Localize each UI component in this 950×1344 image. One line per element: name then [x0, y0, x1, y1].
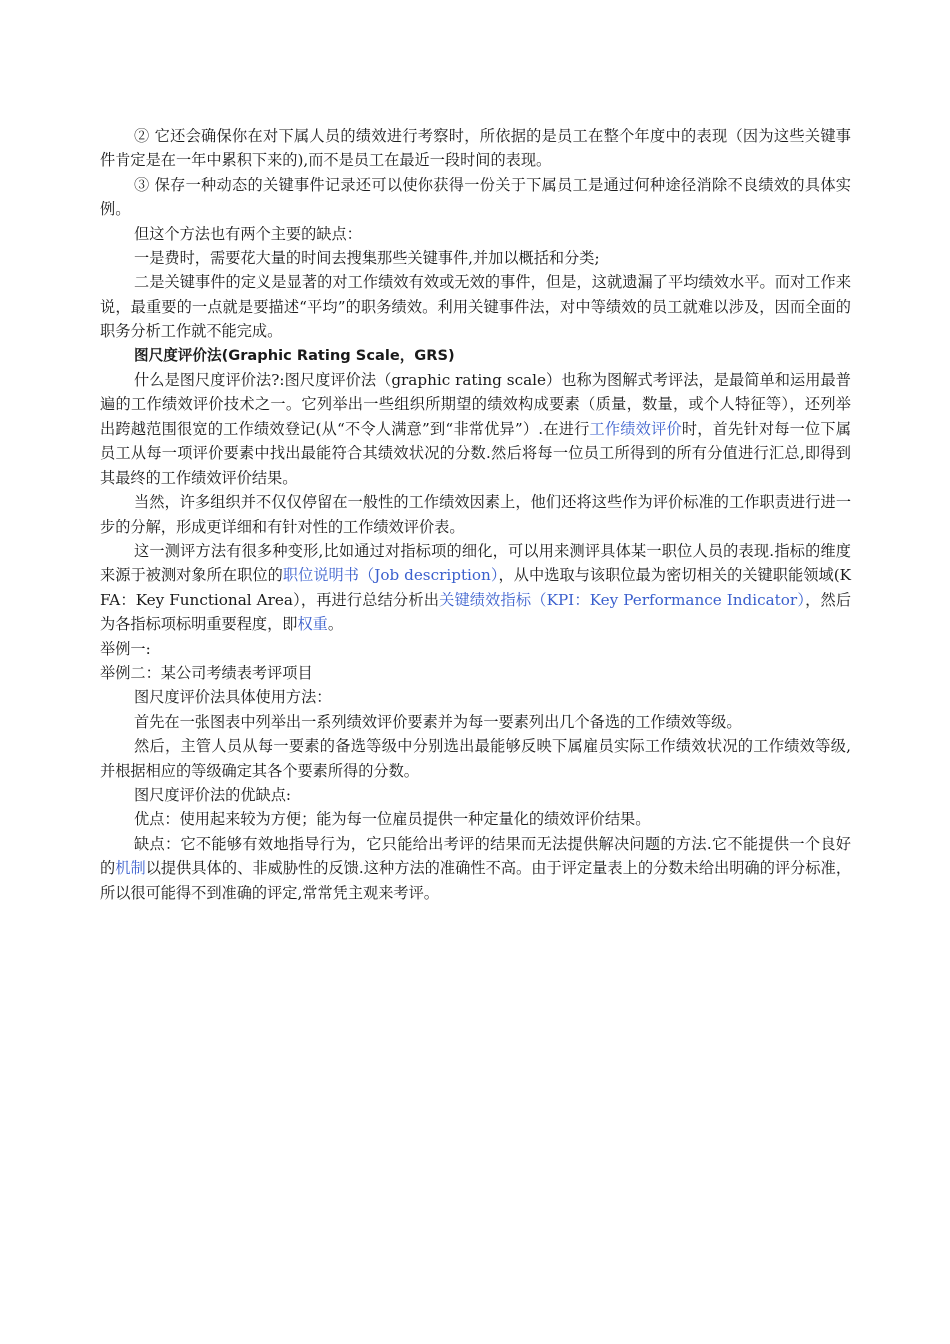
text-span: 。 — [327, 615, 343, 634]
paragraph-cons — [100, 832, 851, 905]
link-job-description[interactable]: 职位说明书（Job description） — [282, 566, 499, 585]
paragraph-grs-definition — [100, 368, 851, 490]
paragraph-usage-step-2: 然后，主管人员从每一要素的备选等级中分别选出最能够反映下属雇员实际工作绩效状况的工作绩效等级,并根据相应的等级确定其各个要素所得的分数。 — [100, 737, 851, 780]
paragraph-usage-title: 图尺度评价法具体使用方法： — [134, 688, 332, 707]
paragraph-pros: 优点：使用起来较为方便；能为每一位雇员提供一种定量化的绩效评价结果。 — [134, 810, 651, 829]
link-weight[interactable]: 权重 — [297, 615, 328, 634]
text-span: 以提供具体的、非威胁性的反馈.这种方法的准确性不高。由于评定量表上的分数未给出明确的评分标准，所以很可能得不到准确的评定,常常凭主观来考评。 — [100, 859, 852, 902]
paragraph-usage-step-1: 首先在一张图表中列举出一系列绩效评价要素并为每一要素列出几个备选的工作绩效等级。 — [134, 712, 742, 731]
text-span: 时，首先针对每一位下属员工从每一项评价要素中找出最能符合其绩效状况的分数.然后将每一位员工所得到的所有分值进行汇总,即得到其最终的工作绩效评价结果。 — [100, 419, 852, 487]
paragraph-disadvantage-2: 二是关键事件的定义是显著的对工作绩效有效或无效的事件，但是，这就遗漏了平均绩效水平。而对工作来说，最重要的一点就是要描述“平均”的职务绩效。利用关键事件法，对中等绩效的员工就难以涉及，因而全面的职务分析工作就不能完成。 — [100, 273, 851, 341]
text-span: ，然后为各指标项标明重要程度，即 — [100, 590, 852, 634]
link-performance-evaluation[interactable]: 工作绩效评价 — [589, 419, 682, 438]
paragraph-grs-variants — [100, 539, 851, 637]
link-kpi[interactable]: 关键绩效指标（KPI：Key Performance Indicator） — [439, 590, 806, 609]
paragraph-grs-detail: 当然，许多组织并不仅仅停留在一般性的工作绩效因素上，他们还将这些作为评价标准的工作职责进行进一步的分解，形成更详细和有针对性的工作绩效评价表。 — [100, 493, 851, 536]
example-2-label: 举例二：某公司考绩表考评项目 — [100, 663, 313, 682]
text-span: 缺点：它不能够有效地指导行为，它只能给出考评的结果而无法提供解决问题的方法.它不能提供一个良好的 — [100, 834, 851, 878]
paragraph-disadvantage-1: 一是费时，需要花大量的时间去搜集那些关键事件,并加以概括和分类; — [134, 249, 600, 268]
example-1-label: 举例一: — [100, 639, 151, 658]
paragraph-pros-cons-title: 图尺度评价法的优缺点: — [134, 785, 291, 804]
paragraph-advantage-3: ③ 保存一种动态的关键事件记录还可以使你获得一份关于下属员工是通过何种途径消除不良绩效的具体实例。 — [100, 175, 851, 219]
paragraph-advantage-2: ② 它还会确保你在对下属人员的绩效进行考察时，所依据的是员工在整个年度中的表现（因为这些关键事件肯定是在一年中累积下来的),而不是员工在最近一段时间的表现。 — [100, 127, 851, 170]
text-span: ，从中选取与该职位最为密切相关的关键职能领域(KFA：Key Functional Area），再进行总结分析出 — [100, 566, 851, 609]
section-heading-grs: 图尺度评价法(Graphic Rating Scale，GRS) — [134, 346, 455, 364]
text-span: 什么是图尺度评价法?:图尺度评价法（graphic rating scale）也称为图解式考评法，是最简单和运用最普遍的工作绩效评价技术之一。它列举出一些组织所期望的绩效构成要素（质量，数量，或个人特征等），还列举出跨越范围很宽的工作绩效登记(从“不令人满意”到“非常优异”）.在进行 — [100, 371, 851, 438]
document-body — [100, 124, 851, 905]
link-mechanism[interactable]: 机制 — [115, 859, 146, 878]
text-span: 这一测评方法有很多种变形,比如通过对指标项的细化，可以用来测评具体某一职位人员的表现.指标的维度来源于被测对象所在职位的 — [100, 541, 851, 585]
paragraph-disadvantages-intro: 但这个方法也有两个主要的缺点： — [134, 224, 362, 243]
